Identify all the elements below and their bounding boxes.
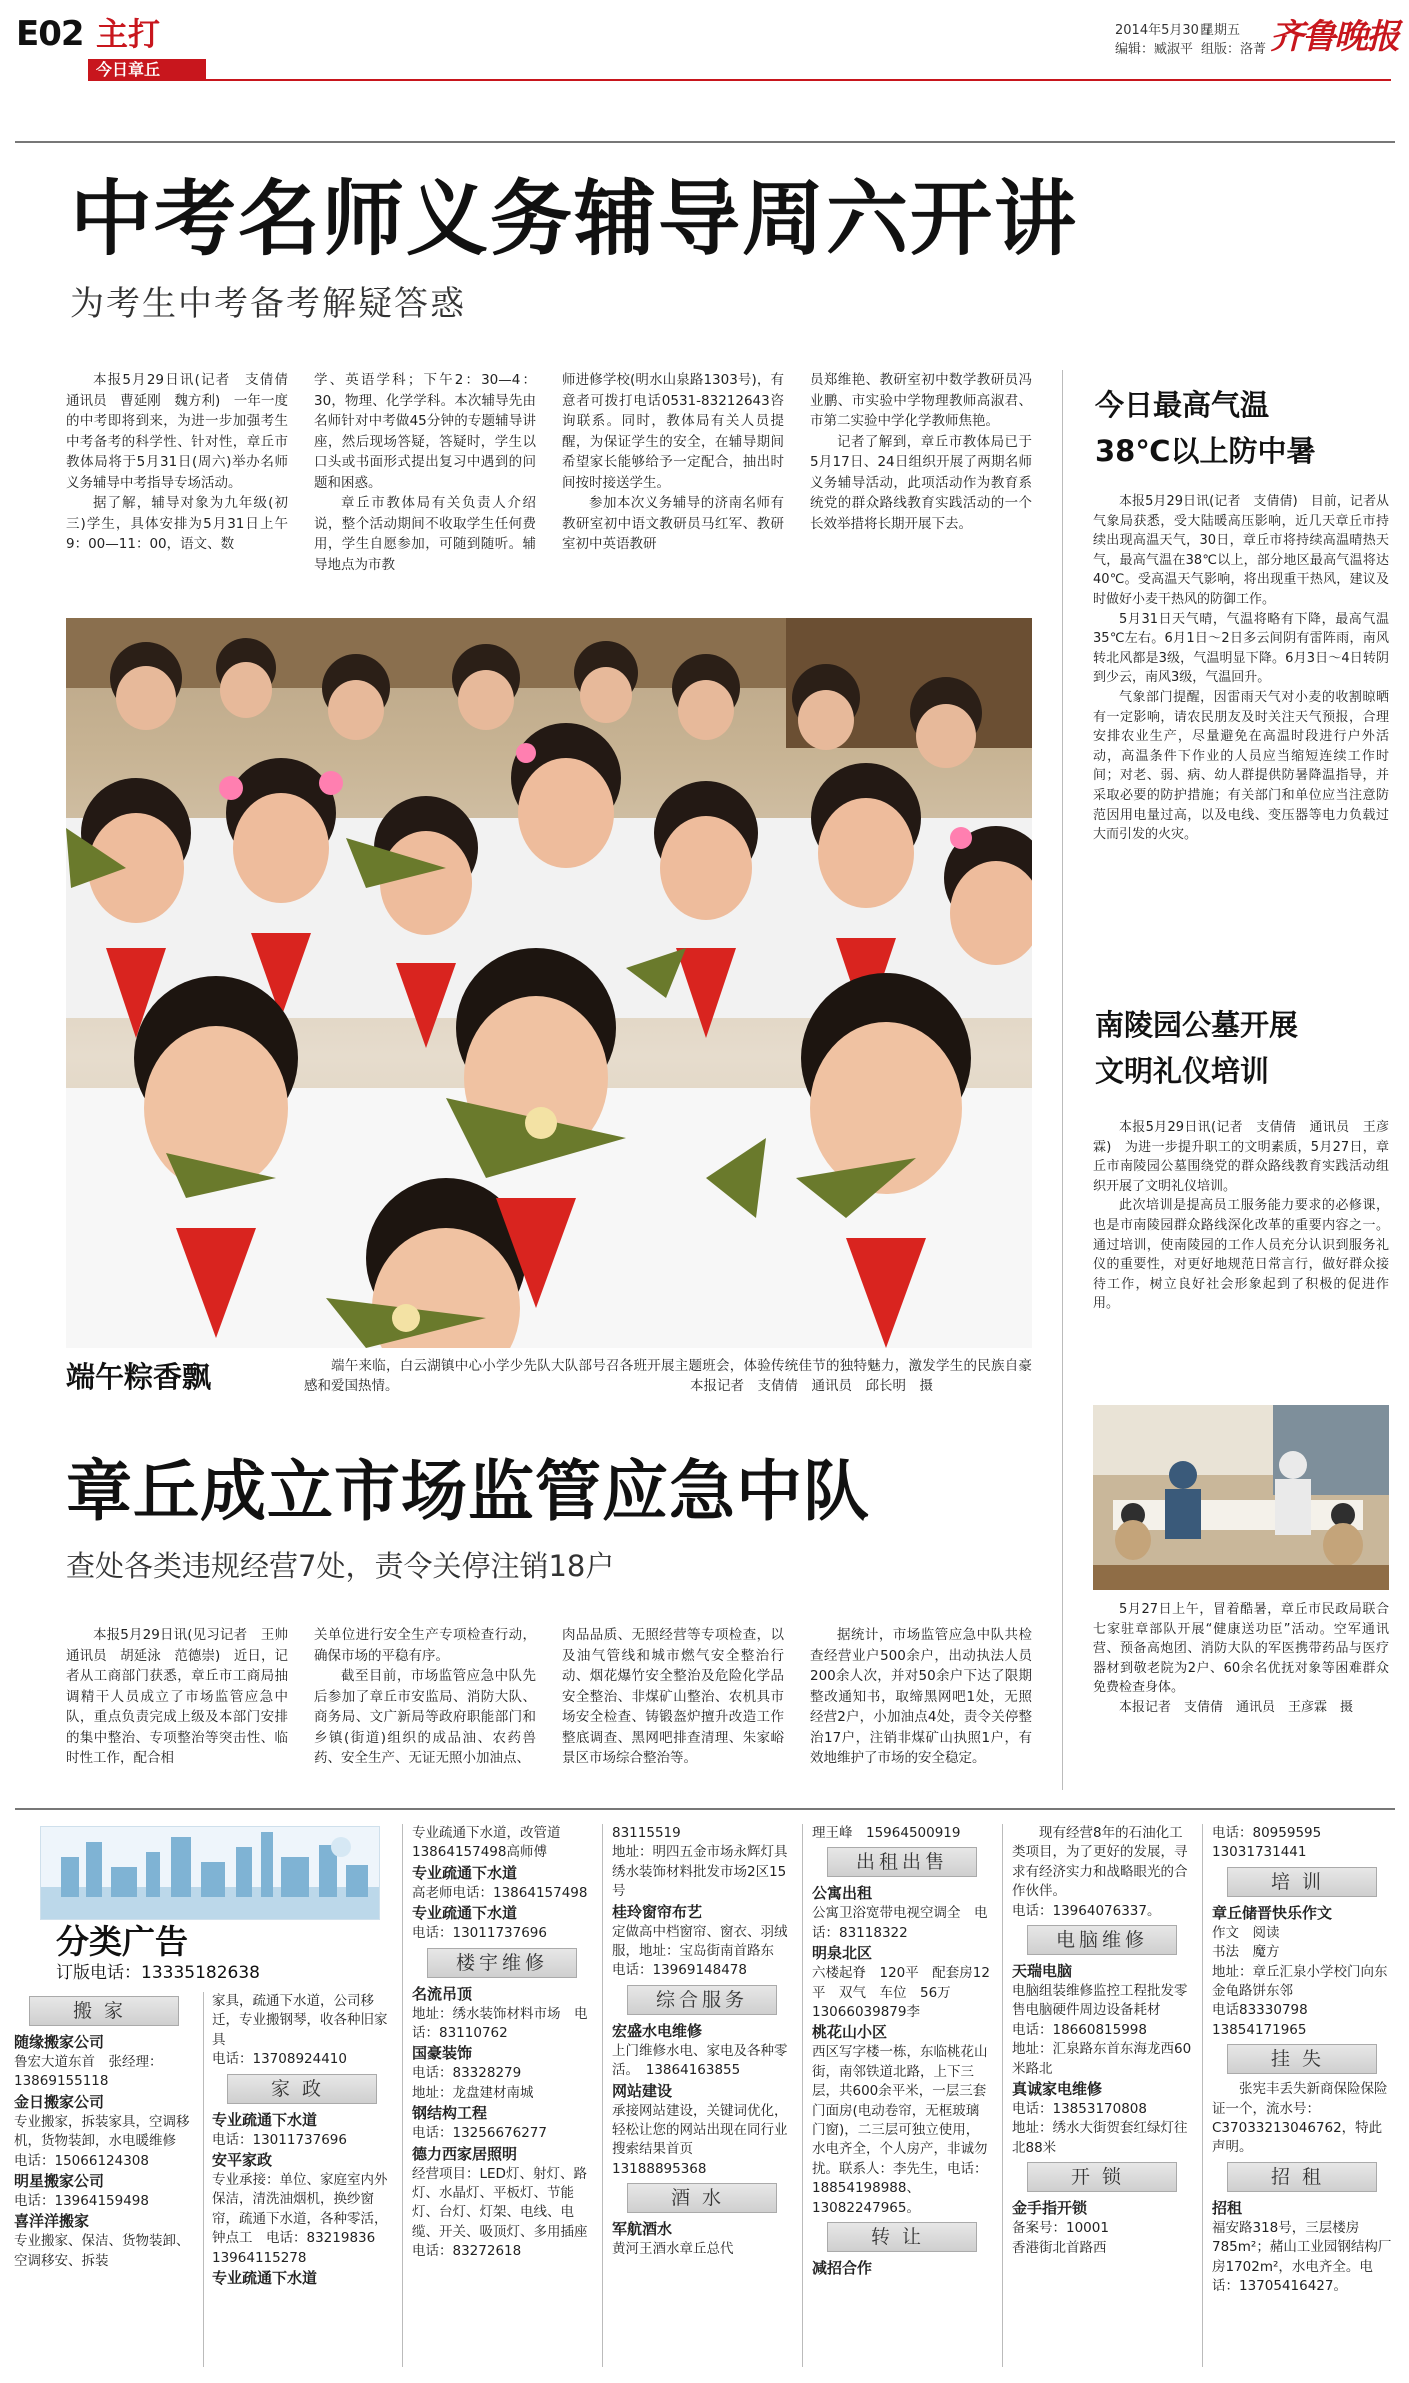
weekday: 星期五	[1201, 23, 1241, 38]
classified-col6: 现有经营8年的石油化工类项目，为了更好的发展，寻求有经济实力和战略眼光的合作伙伴。 电话：13964076337。 电脑维修 天瑞电脑 电脑组装维修监控工程批发零售电脑硬件周边设备耗材 电话：18660815998 地址：汇泉路东首东海龙西60米路北 真诚家电维修 电话：13853170808 地址：绣水大街贺套红绿灯往北88米 开锁 金手指开锁 备案号：10001 香港街北首路西	[1012, 1824, 1192, 2258]
classifieds-phone-label: 订版电话：	[56, 1963, 141, 1983]
article2-col4: 据统计，市场监管应急中队共检查经营业户500余户，出动执法人员200余人次，并对50余户下达了限期整改通知书，取缔黑网吧1处，无照经营2户，小加油点4处，责令关停整治17户，注销非煤矿山执照1户，有效地维护了市场的安全稳定。	[810, 1627, 1032, 1766]
lost-notice-text: 张宪丰丢失新商保险保险证一个，流水号：C37033213046762，特此声明。	[1212, 2081, 1388, 2156]
editor: 编辑：臧淑平	[1115, 42, 1194, 57]
photo-children-eating-zongzi	[66, 618, 1032, 1348]
ad-delixi: 德力西家居照明 经营项目：LED灯、射灯、路灯、水晶灯、平板灯、节能灯、台灯、灯架、电线、电缆、开关、吸顶灯、多用插座 电话：83272618	[412, 2144, 588, 2260]
article2-title: 章丘成立市场监管应急中队	[66, 1453, 870, 1530]
ad-anping: 安平家政 专业承接：单位、家庭室内外保洁，清洗油烟机，换纱窗帘，疏通下水道，各种零活，钟点工 电话：83219836 13964115278	[212, 2151, 388, 2266]
cat-liquor: 酒水	[627, 2183, 777, 2213]
sidebar1-body: 本报5月29日讯(记者 支倩倩) 目前，记者从气象局获悉，受大陆暖高压影响，近几天章丘市持续出现高温天气，30日，章丘市将持续高温晴热天气，最高气温在38℃以上，部分地区最高气温将达40℃。受高温天气影响，将出现重干热风，建议及时做好小麦干热风的防御工作。 5月31日天气晴，气温将略有下降，最高气温35℃左右。6月1日～2日多云间阴有雷阵雨，南风转北风都是3级，气温明显下降。6月3日～4日转阴到少云，南风3级，气温回升。 气象部门提醒，因雷雨天气对小麦的收割晾晒有一定影响，请农民朋友及时关注天气预报，合理安排农业生产，尽量避免在高温时段进行户外活动，高温条件下作业的人员应当缩短连续工作时间；对老、弱、病、幼人群提供防暑降温指导，并采取必要的防护措施；有关部门和单位应当注意防范因用电量过高，以及电线、变压器等电力负载过大而引发的火灾。	[1093, 494, 1389, 843]
sidebar2-title: 南陵园公墓开展 文明礼仪培训	[1095, 1008, 1299, 1088]
ad-drain-2: 专业疏通下水道	[212, 2269, 318, 2288]
ad-divider-5	[1002, 1824, 1003, 2367]
header-rule-red	[206, 79, 1391, 81]
ad-zhencheng: 真诚家电维修 电话：13853170808 地址：绣水大街贺套红绿灯往北88米	[1012, 2080, 1188, 2156]
article1-col1: 本报5月29日讯(记者 支倩倩 通讯员 曹延刚 魏方利) 一年一度的中考即将到来，为进一步加强考生中考备考的科学性、针对性，章丘市教体局将于5月31日(周六)举办名师义务辅导中考指导专场活动。 据了解，辅导对象为九年级(初三)学生，具体安排为5月31日上午9：00—11：00，语文、数	[66, 372, 302, 552]
classifieds-phone-number: 13335182638	[141, 1963, 260, 1983]
article1-col3: 师进修学校(明水山泉路1303号)，有意者可拨打电话0531-83212643咨询联系。同时，教体局有关人员提醒，为保证学生的安全，在辅导期间希望家长能够给予一定配合，抽出时间按时接送学生。 参加本次义务辅导的济南名师有教研室初中语文教研员马红军、教研室初中英语教研	[562, 372, 784, 552]
photo-medical-checkup	[1093, 1405, 1389, 1590]
ad-steel: 钢结构工程 电话：13256676277	[412, 2104, 547, 2142]
sidebar2-body: 本报5月29日讯(记者 支倩倩 通讯员 王彦霖) 为进一步提升职工的文明素质，5月27日，章丘市南陵园公墓围绕党的群众路线教育实践活动组织开展了文明礼仪培训。 此次培训是提高员工服务能力要求的必修课，也是市南陵园群众路线深化改革的重要内容之一。通过培训，使南陵园的工作人员充分认识到服务礼仪的重要性，对更好地规范日常言行，做好群众接待工作，树立良好社会形象起到了积极的促进作用。	[1093, 1120, 1389, 1312]
article1-col4: 员郑维艳、教研室初中数学教研员冯业鹏、市实验中学物理教师高淑君、市第二实验中学化学教师焦艳。 记者了解到，章丘市教体局已于5月17日、24日组织开展了两期名师义务辅导活动，此项活动作为教育系统党的群众路线教育实践活动的一个长效举措将长期开展下去。	[810, 372, 1032, 532]
cat-building-repair: 楼宇维修	[427, 1948, 577, 1978]
sidebar1-title: 今日最高气温 38℃以上防中暑	[1095, 388, 1316, 468]
ad-divider-4	[802, 1824, 803, 2367]
ad-guiling: 桂玲窗帘布艺 定做高中档窗帘、窗衣、羽绒服，地址：宝岛街南首路东 电话：13969148478	[612, 1902, 788, 1979]
ad-website: 网站建设 承接网站建设，关键词优化，轻松让您的网站出现在同行业搜索结果首页 13188895368	[612, 2081, 788, 2177]
cat-lost-notice: 挂失	[1227, 2044, 1377, 2074]
ad-divider-1	[203, 1992, 204, 2367]
article2-subtitle: 查处各类违规经营7处，责令关停注销18户	[66, 1549, 615, 1583]
ad-drain-3: 专业疏通下水道 高老师电话：13864157498	[412, 1863, 588, 1901]
ad-xiyangyang: 喜洋洋搬家 专业搬家、保洁、货物装卸、空调移安、拆装	[14, 2212, 190, 2269]
sidebar-divider	[1062, 370, 1063, 1790]
classified-col1	[14, 1992, 194, 2271]
city-skyline-icon	[41, 1827, 380, 1920]
classified-rule	[15, 1808, 1395, 1810]
classified-col3: 专业疏通下水道，改管道13864157498高师傅 专业疏通下水道 高老师电话：13864157498 专业疏通下水道 电话：13011737696 楼宇维修 名流吊顶 地址：绣水装饰材料市场 电话：83110762 国豪装饰 电话：83328279 地址：龙盘建材南城 钢结构工程 电话：13256676277 德力西家居照明 经营项目：LED灯、射灯、路灯、水晶灯、平板灯、节能灯、台灯、灯架、电线、电缆、开关、吸顶灯、多用插座 电话：83272618	[412, 1824, 592, 2262]
main-photo	[66, 618, 1032, 1348]
ad-suiyuan: 随缘搬家公司 鲁宏大道东首 张经理：13869155118	[14, 2033, 163, 2090]
article1-title: 中考名师义务辅导周六开讲	[70, 172, 1079, 267]
cat-for-lease: 招租	[1227, 2162, 1377, 2192]
ad-chujin: 章丘储晋快乐作文 作文 阅读 书法 魔方 地址：章丘汇泉小学校门向东金龟路饼东邻 电话83330798 13854171965	[1212, 1903, 1388, 2038]
cat-computer-repair: 电脑维修	[1027, 1925, 1177, 1955]
photo-credit: 本报记者 支倩倩 通讯员 邱长明 摄	[690, 1378, 933, 1394]
classified-col7: 电话：80959595 13031731441 培训 章丘储晋快乐作文 作文 阅读 书法 魔方 地址：章丘汇泉小学校门向东金龟路饼东邻 电话83330798 13854171965 挂失 张宪丰丢失新商保险保险证一个，流水号：C37033213046762，特此声明。 招租 招租 福安路318号，三层楼房785m²；赭山工业园钢结构厂房1702m²，水电齐全。电话：13705416427。	[1212, 1824, 1392, 2297]
ad-divider-2	[402, 1824, 403, 2367]
cat-housekeeping: 家政	[227, 2074, 377, 2104]
photo-caption: 端午来临，白云湖镇中心小学少先队大队部号召各班开展主题班会，体验传统佳节的独特魅力，激发学生的民族自豪感和爱国热情。	[304, 1358, 1032, 1394]
date: 2014年5月30日	[1115, 23, 1212, 38]
ad-hongsheng: 宏盛水电维修 上门维修水电、家电及各种零活。 13864163855	[612, 2021, 788, 2079]
ad-drain-4: 专业疏通下水道 电话：13011737696	[412, 1904, 547, 1942]
photo-title: 端午粽香飘	[66, 1360, 212, 1394]
classified-col4: 83115519 地址：明四五金市场永辉灯具绣水装饰材料批发市场2区15号 桂玲窗帘布艺 定做高中档窗帘、窗衣、羽绒服，地址：宝岛街南首路东 电话：13969148478 综合服务 宏盛水电维修 上门维修水电、家电及各种零活。 13864163855 网站建设 承接网站建设，关键词优化，轻松让您的网站出现在同行业搜索结果首页 13188895368 酒水 军航酒水 黄河王酒水章丘总代	[612, 1824, 792, 2260]
ad-drain-1: 专业疏通下水道 电话：13011737696	[212, 2110, 347, 2148]
cat-moving: 搬家	[29, 1996, 179, 2026]
cat-training: 培训	[1227, 1867, 1377, 1897]
layout-editor: 组版：洛菁	[1201, 42, 1267, 57]
subsection-name: 今日章丘	[96, 60, 161, 79]
ad-apartment: 公寓出租 公寓卫浴宽带电视空调全 电话：83118322	[812, 1884, 988, 1941]
page-code: E02	[16, 14, 84, 54]
article2-col3: 肉品品质、无照经营等专项检查，以及油气管线和城市燃气安全整治行动、烟花爆竹安全整治及危险化学品安全整治、非煤矿山整治、农机具市场安全检查、铸锻盔炉擅升改造工作整底调查、黑网吧排查清理、朱家峪景区市场综合整治等。	[562, 1627, 784, 1766]
sidebar3-caption: 5月27日上午，冒着酷暑，章丘市民政局联合七家驻章部队开展“健康送功臣”活动。空军通讯营、预备高炮团、消防大队的军医携带药品与医疗器材到敬老院为2户、60余名优抚对象等困难群众免费检查身体。 本报记者 支倩倩 通讯员 王彦霖 摄	[1093, 1602, 1389, 1715]
cat-locksmith: 开锁	[1027, 2162, 1177, 2192]
classifieds-title: 分类广告	[56, 1922, 188, 1961]
ad-lease: 招租 福安路318号，三层楼房785m²；赭山工业园钢结构厂房1702m²，水电齐全。电话：13705416427。	[1212, 2198, 1392, 2295]
ad-partner: 减招合作	[812, 2259, 873, 2278]
section-name: 主打	[96, 15, 161, 53]
ad-jinri: 金日搬家公司 专业搬家，拆装家具，空调移机，货物装卸，水电暖维修 电话：15066124308	[14, 2092, 190, 2169]
article2-col1: 本报5月29日讯(见习记者 王帅 通讯员 胡延泳 范德崇) 近日，记者从工商部门获悉，章丘市工商局抽调精干人员成立了市场监管应急中队，重点负责完成上级及本部门安排的集中整治、专项整治等突击性、临时性工作，配合相	[66, 1627, 302, 1766]
ad-mingxing: 明星搬家公司 电话：13964159498	[14, 2172, 149, 2210]
cat-rent-sale: 出租出售	[827, 1847, 977, 1877]
article1-col2: 学、英语学科；下午2：30—4：30，物理、化学学科。本次辅导先由名师针对中考做45分钟的专题辅导讲座，然后现场答疑，答疑时，学生以口头或书面形式提出复习中遇到的问题和困惑。 章丘市教体局有关负责人介绍说，整个活动期间不收取学生任何费用，学生自愿参加，可随到随听。辅导地点为市教	[314, 372, 536, 573]
top-rule	[15, 141, 1395, 143]
ad-taohuashan: 桃花山小区 西区写字楼一栋，东临桃花山街，南邻铁道北路，上下三层，共600余平米，一层三套门面房(电动卷帘，无框玻璃门窗)，二三层可独立使用，水电齐全，个人房产，非诚勿扰。联系人：李先生，电话：18854198988、13082247965。	[812, 2023, 988, 2216]
ad-tianrui: 天瑞电脑 电脑组装维修监控工程批发零售电脑硬件周边设备耗材 电话：18660815998 地址：汇泉路东首东海龙西60米路北	[1012, 1962, 1192, 2077]
sidebar3-photo	[1093, 1405, 1389, 1590]
classified-col5: 理王峰 15964500919 出租出售 公寓出租 公寓卫浴宽带电视空调全 电话：83118322 明泉北区 六楼起脊 120平 配套房12平 双气 车位 56万 13066039879李 桃花山小区 西区写字楼一栋，东临桃花山街，南邻铁道北路，上下三层，共600余平米，一层三套门面房(电动卷帘，无框玻璃门窗)，二三层可独立使用，水电齐全，个人房产，非诚勿扰。联系人：李先生，电话：18854198988、13082247965。 转让 减招合作	[812, 1824, 992, 2279]
ad-junhang: 军航酒水 黄河王酒水章丘总代	[612, 2220, 734, 2258]
classified-col2: 家具，疏通下水道，公司移迁，专业搬钢琴，收各种旧家具 电话：13708924410 家政 专业疏通下水道 电话：13011737696 安平家政 专业承接：单位、家庭室内外保洁，清洗油烟机，换纱窗帘，疏通下水道，各种零活，钟点工 电话：83219836 13964115278 专业疏通下水道	[212, 1992, 392, 2289]
cat-transfer: 转让	[827, 2222, 977, 2252]
ad-divider-6	[1202, 1824, 1203, 2367]
ad-mingquan: 明泉北区 六楼起脊 120平 配套房12平 双气 车位 56万 13066039879李	[812, 1944, 990, 2021]
paper-logo: 齐鲁晚报	[1270, 17, 1398, 57]
ad-divider-3	[602, 1824, 603, 2367]
ad-jinshouzhi: 金手指开锁 备案号：10001 香港街北首路西	[1012, 2199, 1109, 2256]
classifieds-phone	[56, 1962, 260, 1984]
classifieds-banner	[40, 1826, 380, 1920]
article1-subtitle: 为考生中考备考解疑答惑	[70, 284, 466, 324]
article2-col2: 关单位进行安全生产专项检查行动，确保市场的平稳有序。 截至目前，市场监管应急中队先后参加了章丘市安监局、消防大队、商务局、文广新局等政府职能部门和乡镇(街道)组织的成品油、农药兽药、安全生产、无证无照小加油点、	[314, 1627, 536, 1766]
cat-general-service: 综合服务	[627, 1985, 777, 2015]
ad-guohao: 国豪装饰 电话：83328279 地址：龙盘建材南城	[412, 2044, 534, 2101]
ad-mingliu: 名流吊顶 地址：绣水装饰材料市场 电话：83110762	[412, 1984, 588, 2042]
